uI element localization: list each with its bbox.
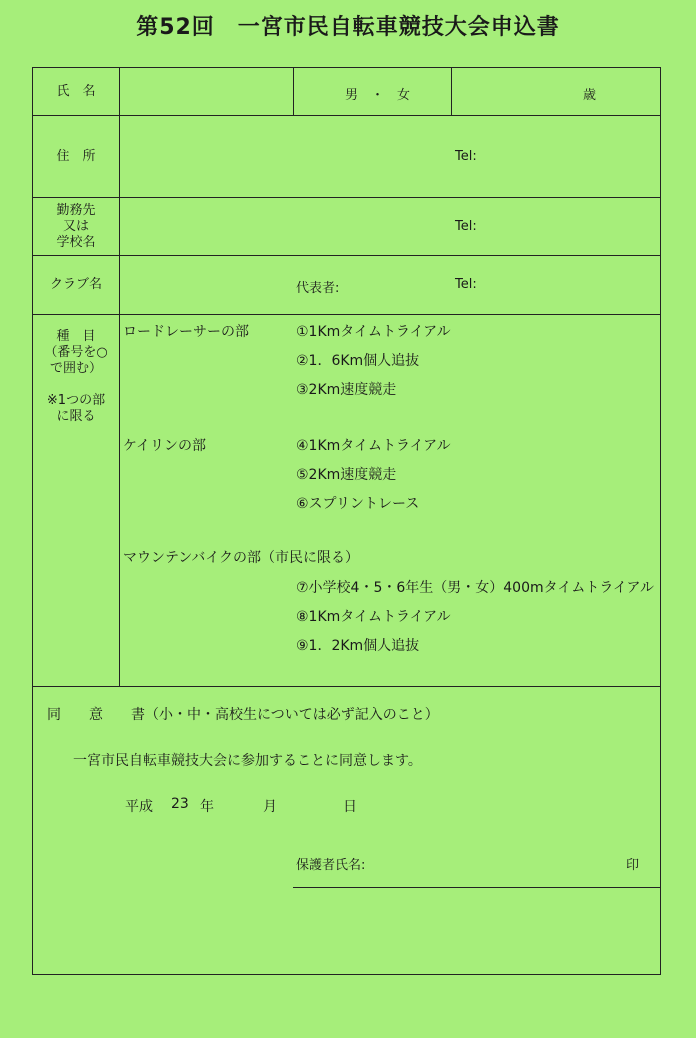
club-tel-label: Tel: <box>455 277 477 292</box>
event-option[interactable]: ①1Kmタイムトライアル <box>296 324 451 340</box>
date-month-unit: 月 <box>263 799 277 815</box>
event-option[interactable]: ④1Kmタイムトライアル <box>296 438 451 454</box>
workplace-tel-label: Tel: <box>455 219 477 234</box>
workplace-row <box>33 198 660 256</box>
divider <box>451 68 452 115</box>
consent-heading: 同 意 書（小・中・高校生については必ず記入のこと） <box>47 707 439 723</box>
club-label: クラブ名 <box>33 256 120 314</box>
name-row <box>33 68 660 116</box>
name-field[interactable] <box>121 68 291 114</box>
date-year-unit: 年 <box>200 799 214 815</box>
events-label: 種 目 （番号を○ で囲む） ※1つの部 に限る <box>33 315 120 686</box>
road-section-title: ロードレーサーの部 <box>123 324 249 340</box>
address-label: 住 所 <box>33 116 120 197</box>
keirin-section-title: ケイリンの部 <box>123 438 207 454</box>
address-tel-label: Tel: <box>455 149 477 164</box>
date-era: 平成 <box>125 799 153 815</box>
event-option[interactable]: ⑦小学校4・5・6年生（男・女）400mタイムトライアル <box>296 580 654 596</box>
seal-mark: 印 <box>626 858 640 873</box>
guardian-name-label: 保護者氏名: <box>296 858 366 873</box>
application-form <box>32 67 661 975</box>
consent-statement: 一宮市民自転車競技大会に参加することに同意します。 <box>73 753 422 769</box>
representative-label: 代表者: <box>296 281 340 296</box>
event-option[interactable]: ⑧1Kmタイムトライアル <box>296 609 451 625</box>
consent-section <box>33 688 660 974</box>
date-day-unit: 日 <box>343 799 357 815</box>
address-row <box>33 116 660 198</box>
event-option[interactable]: ⑥スプリントレース <box>296 496 420 512</box>
club-row <box>33 256 660 315</box>
event-option[interactable]: ②1．6Km個人追抜 <box>296 353 420 369</box>
age-field[interactable]: 歳 <box>583 88 597 103</box>
divider <box>293 68 294 115</box>
gender-field[interactable]: 男 ・ 女 <box>345 88 411 103</box>
workplace-label: 勤務先 又は 学校名 <box>33 198 120 255</box>
guardian-signature-line[interactable] <box>293 887 660 888</box>
date-year[interactable]: 23 <box>171 796 189 812</box>
event-option[interactable]: ⑤2Km速度競走 <box>296 467 397 483</box>
mtb-section-title: マウンテンバイクの部（市民に限る） <box>123 550 360 566</box>
name-label: 氏 名 <box>33 68 120 115</box>
event-option[interactable]: ③2Km速度競走 <box>296 382 397 398</box>
event-option[interactable]: ⑨1．2Km個人追抜 <box>296 638 420 654</box>
events-row <box>33 315 660 687</box>
page-title: 第52回 一宮市民自転車競技大会申込書 <box>136 15 560 40</box>
